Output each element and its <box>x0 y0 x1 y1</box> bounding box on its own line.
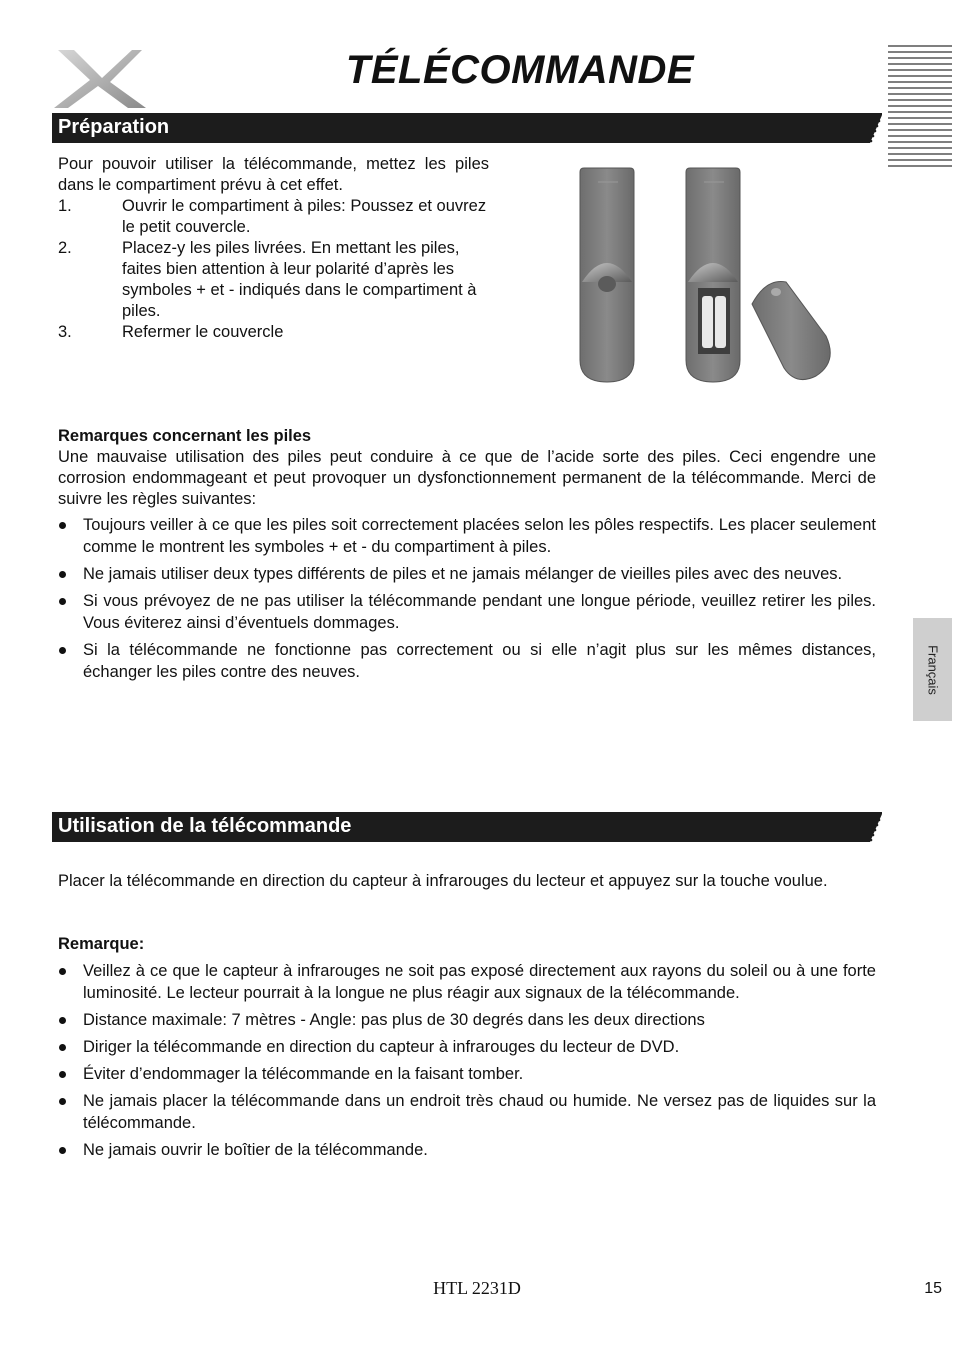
page-title: TÉLÉCOMMANDE <box>345 48 695 92</box>
section-header-usage <box>52 812 882 842</box>
step-item <box>58 322 498 343</box>
remote-battery-illustration <box>570 164 840 386</box>
usage-rules-list <box>58 960 876 1166</box>
step-item <box>58 196 498 238</box>
list-item: Veillez à ce que le capteur à infrarouges ne soit pas exposé directement aux rayons du soleil ou à une forte luminosité. Le lecteur pourrait à la longue ne plus réagir aux signaux de la télécommande. <box>58 960 876 1004</box>
footer-model: HTL 2231D <box>433 1278 521 1298</box>
preparation-intro: Pour pouvoir utiliser la télécommande, mettez les piles dans le compartiment prévu à cet effet. <box>58 155 489 194</box>
preparation-steps <box>58 196 498 343</box>
usage-remark-title: Remarque: <box>58 935 145 953</box>
step-number: 2. <box>58 239 72 257</box>
section-title: Utilisation de la télécommande <box>58 815 352 837</box>
list-item: Ne jamais utiliser deux types différents de piles et ne jamais mélanger de vieilles piles avec des neuves. <box>58 563 876 585</box>
list-item: Si la télécommande ne fonctionne pas correctement ou si elle n’agit plus sur les mêmes distances, échanger les piles contre des neuves. <box>58 639 876 683</box>
section-title: Préparation <box>58 116 170 138</box>
dots-decoration <box>844 113 882 143</box>
step-item <box>58 238 498 322</box>
step-number: 1. <box>58 197 72 215</box>
remarks-intro: Une mauvaise utilisation des piles peut conduire à ce que de l’acide sorte des piles. Ceci engendre une corrosion endommageant et peut provoquer un dysfonctionnement permanent de la télécommande. Merci de suivre les règles suivantes: <box>58 448 876 508</box>
list-item: Diriger la télécommande en direction du capteur à infrarouges du lecteur de DVD. <box>58 1036 876 1058</box>
list-item: Ne jamais placer la télécommande dans un endroit très chaud ou humide. Ne versez pas de liquides sur la télécommande. <box>58 1090 876 1134</box>
list-item: Ne jamais ouvrir le boîtier de la télécommande. <box>58 1139 876 1161</box>
page-number: 15 <box>924 1280 942 1297</box>
step-number: 3. <box>58 323 72 341</box>
language-tab <box>913 618 952 721</box>
list-item: Éviter d’endommager la télécommande en la faisant tomber. <box>58 1063 876 1085</box>
battery-rules-list <box>58 514 876 688</box>
stripes-decoration <box>888 44 952 172</box>
remarks-title: Remarques concernant les piles <box>58 427 312 445</box>
section-header-preparation <box>52 113 882 143</box>
list-item: Distance maximale: 7 mètres - Angle: pas plus de 30 degrés dans les deux directions <box>58 1009 876 1031</box>
step-text: Placez-y les piles livrées. En mettant les piles, faites bien attention à leur polarité d’après les symboles + et - indiqués dans le compartiment à piles. <box>122 239 477 320</box>
step-text: Ouvrir le compartiment à piles: Poussez et ouvrez le petit couvercle. <box>122 197 487 236</box>
usage-intro: Placer la télécommande en direction du capteur à infrarouges du lecteur et appuyez sur la touche voulue. <box>58 872 828 890</box>
dots-decoration <box>844 812 882 842</box>
step-text: Refermer le couvercle <box>122 323 284 341</box>
language-label: Français <box>925 644 940 695</box>
list-item: Toujours veiller à ce que les piles soit correctement placées selon les pôles respectifs. Les placer seulement comme le montrent les symboles + et - du compartiment à piles. <box>58 514 876 558</box>
list-item: Si vous prévoyez de ne pas utiliser la télécommande pendant une longue période, veuillez retirer les piles. Vous éviterez ainsi d’éventuels dommages. <box>58 590 876 634</box>
